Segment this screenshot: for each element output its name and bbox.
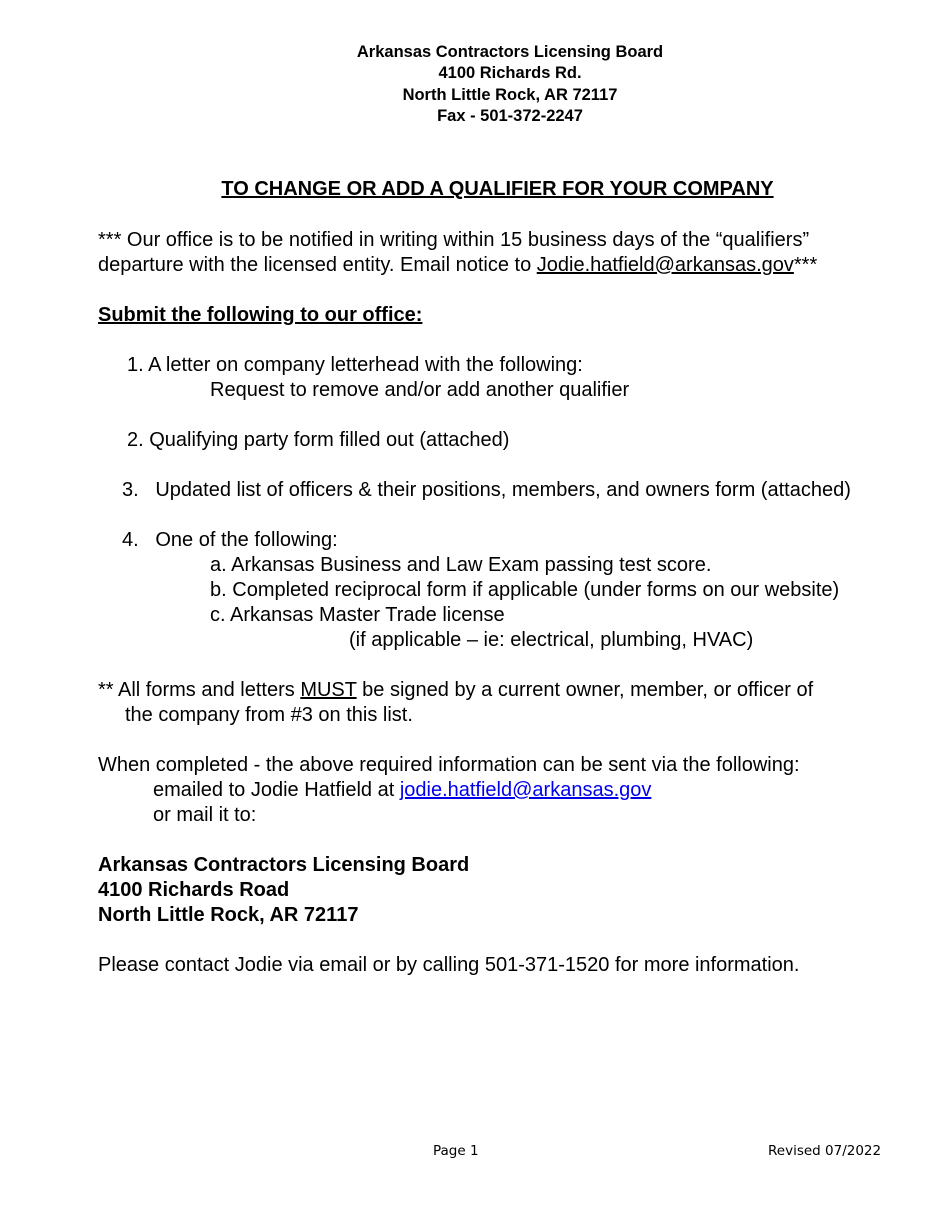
list-item-1-number: 1. [127, 354, 144, 376]
notice-email-link[interactable]: Jodie.hatfield@arkansas.gov [536, 254, 794, 276]
notice-line-1: *** Our office is to be notified in writing within 15 business days of the “qualifiers” [98, 229, 810, 251]
header-fax: Fax - 501-372-2247 [437, 107, 583, 125]
list-item-4-option-a [210, 553, 711, 578]
signature-note-line-1 [98, 678, 813, 703]
notice-line-2-suffix: *** [793, 254, 818, 276]
signature-note-suffix: be signed by a current owner, member, or officer of [356, 679, 814, 701]
header-org: Arkansas Contractors Licensing Board [356, 43, 664, 61]
contact-line: Please contact Jodie via email or by calling 501-371-1520 for more information. [98, 954, 800, 976]
completion-email-link[interactable]: jodie.hatfield@arkansas.gov [399, 779, 652, 801]
list-item-1-sub: Request to remove and/or add another qualifier [210, 379, 630, 401]
list-item-4-option-b [210, 578, 839, 603]
completion-email-prefix: emailed to Jodie Hatfield at [153, 779, 400, 801]
list-item-1 [127, 353, 583, 378]
notice-line-2-prefix: departure with the licensed entity. Email notice to [98, 254, 537, 276]
list-item-4-text: One of the following: [155, 529, 338, 551]
list-item-2-number: 2. [127, 429, 144, 451]
list-item-3-text: Updated list of officers & their positions, members, and owners form (attached) [155, 479, 851, 501]
list-item-4-number: 4. [122, 529, 139, 551]
list-item-2 [127, 428, 509, 453]
completion-line-1: When completed - the above required information can be sent via the following: [98, 754, 800, 776]
list-item-4 [122, 528, 338, 553]
revision-date: Revised 07/2022 [768, 1143, 882, 1159]
option-b-letter: b. [210, 579, 227, 601]
option-c-text: Arkansas Master Trade license [230, 604, 505, 626]
option-b-text: Completed reciprocal form if applicable (under forms on our website) [232, 579, 840, 601]
mailing-address-city: North Little Rock, AR 72117 [98, 904, 359, 926]
list-item-3-number: 3. [122, 479, 139, 501]
completion-email-line [153, 778, 651, 803]
mailing-address-street: 4100 Richards Road [98, 879, 290, 901]
signature-note-emphasis: MUST [300, 679, 357, 701]
list-item-3 [122, 478, 851, 503]
signature-note-line-2: the company from #3 on this list. [125, 704, 413, 726]
notice-line-2 [98, 253, 817, 278]
page-number: Page 1 [433, 1143, 479, 1159]
list-item-1-text: A letter on company letterhead with the following: [148, 354, 583, 376]
header-street: 4100 Richards Rd. [438, 64, 582, 82]
option-a-letter: a. [210, 554, 227, 576]
option-c-letter: c. [210, 604, 226, 626]
list-item-2-text: Qualifying party form filled out (attached) [149, 429, 510, 451]
signature-note-prefix: ** All forms and letters [98, 679, 301, 701]
completion-mail-line: or mail it to: [153, 804, 257, 826]
option-a-text: Arkansas Business and Law Exam passing test score. [231, 554, 712, 576]
list-item-4-option-note: (if applicable – ie: electrical, plumbing, HVAC) [349, 629, 754, 651]
list-item-4-option-c [210, 603, 505, 628]
submit-heading: Submit the following to our office: [98, 304, 423, 326]
header-city: North Little Rock, AR 72117 [402, 86, 618, 104]
mailing-address-org: Arkansas Contractors Licensing Board [98, 854, 470, 876]
page-title: TO CHANGE OR ADD A QUALIFIER FOR YOUR COMPANY [221, 178, 774, 200]
